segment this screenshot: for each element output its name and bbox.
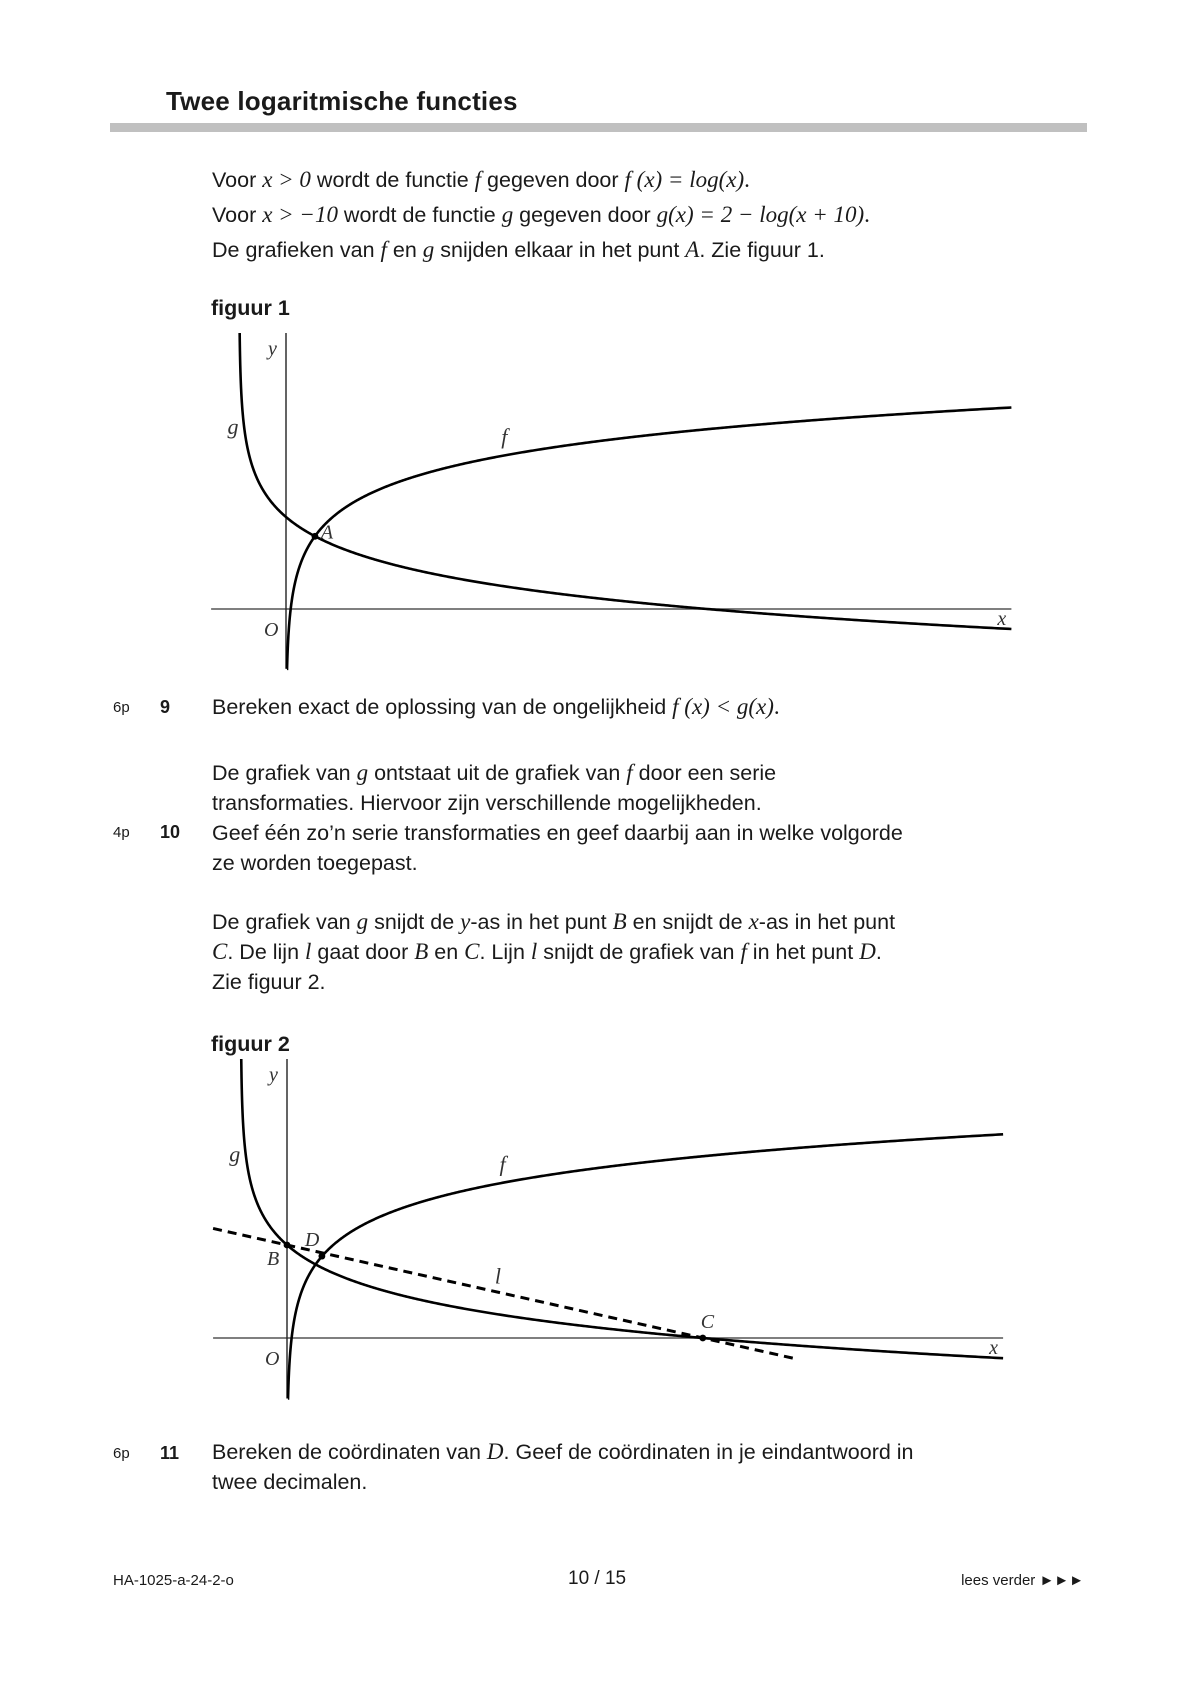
question-number-9: 9 — [160, 697, 171, 717]
text: Voor — [212, 168, 263, 192]
math: f — [740, 939, 747, 964]
para-10-line-2: transformaties. Hiervoor zijn verschillende mogelijkheden. — [212, 791, 762, 815]
y-axis-label: y — [269, 1064, 278, 1086]
text: en — [428, 940, 465, 964]
text: snijden elkaar in het punt — [434, 238, 686, 262]
text: -as in het punt — [758, 910, 896, 934]
point-C — [699, 1335, 706, 1342]
point-B — [284, 1242, 291, 1249]
text: in het punt — [746, 940, 860, 964]
question-number-10: 10 — [160, 822, 181, 842]
math: x — [748, 909, 759, 934]
origin-label: O — [264, 619, 279, 641]
formula-inequality: f (x) < g(x) — [672, 694, 774, 719]
para-11-line-2 — [212, 937, 882, 967]
text: snijdt de grafiek van — [537, 940, 741, 964]
text: gegeven door — [481, 168, 625, 192]
question-number-11: 11 — [160, 1443, 180, 1463]
y-axis-label: y — [268, 338, 277, 360]
footer-page-number: 10 / 15 — [568, 1568, 627, 1589]
series-label-l: l — [494, 1263, 502, 1289]
series-label-g: g — [227, 414, 239, 440]
x-axis-label: x — [997, 608, 1007, 630]
math: g — [422, 237, 435, 262]
text: . Geef de coördinaten in je eindantwoord in — [503, 1440, 914, 1464]
series-g-line — [241, 1059, 1003, 1358]
math: A — [685, 237, 700, 262]
math: C — [464, 939, 480, 964]
question-11-line-2: twee decimalen. — [212, 1470, 368, 1494]
text: en snijdt de — [626, 910, 749, 934]
question-10-line-2: ze worden toegepast. — [212, 851, 418, 875]
para-11-line-3: Zie figuur 2. — [212, 970, 326, 994]
formula-f: f (x) = log(x) — [624, 167, 745, 192]
math: D — [859, 939, 876, 964]
figure-1-graph — [0, 0, 1191, 700]
point-D — [318, 1253, 325, 1260]
origin-label: O — [265, 1348, 280, 1370]
points-q11: 6p — [113, 1445, 130, 1462]
series-f-line — [288, 1134, 1003, 1398]
figure-2-graph — [0, 1000, 1191, 1440]
footer-continue: lees verder ►►► — [961, 1572, 1084, 1589]
para-11-line-1 — [212, 907, 895, 937]
math: D — [486, 1439, 504, 1464]
math: g — [501, 202, 514, 227]
math: B — [414, 939, 429, 964]
figure-2-label: figuur 2 — [211, 1032, 290, 1056]
math: f — [474, 167, 482, 192]
series-f-line — [287, 407, 1011, 668]
formula-g: g(x) = 2 − log(x + 10) — [656, 202, 865, 227]
text: gegeven door — [513, 203, 657, 227]
math: f — [380, 237, 387, 262]
math: g — [356, 909, 369, 934]
math: B — [612, 909, 627, 934]
text: . — [875, 940, 882, 964]
text: -as in het punt — [470, 910, 613, 934]
series-label-f: f — [499, 1151, 506, 1177]
point-label-D: D — [304, 1229, 320, 1252]
text: gaat door — [311, 940, 415, 964]
text: . Lijn — [479, 940, 531, 964]
series-g-line — [240, 333, 1012, 629]
math: g — [356, 760, 369, 785]
point-label-C: C — [700, 1311, 715, 1333]
math: x > 0 — [262, 167, 311, 192]
text: De grafiek van — [212, 761, 357, 785]
text: . — [864, 202, 870, 227]
text: Bereken de coördinaten van — [212, 1440, 487, 1464]
question-9-text — [212, 692, 780, 722]
figure-1-label: figuur 1 — [211, 296, 290, 320]
math: f — [626, 760, 633, 785]
series-label-f: f — [501, 424, 508, 450]
text: . — [773, 694, 780, 719]
text: . Zie figuur 1. — [699, 238, 825, 262]
math: C — [212, 939, 228, 964]
text: . De lijn — [227, 940, 306, 964]
text: en — [386, 238, 423, 262]
text: De grafiek van — [212, 910, 357, 934]
page-title: Twee logaritmische functies — [166, 86, 518, 116]
math: l — [530, 939, 538, 964]
point-label-B: B — [267, 1248, 280, 1270]
text: door een serie — [632, 761, 777, 785]
text: Voor — [212, 203, 263, 227]
points-q10: 4p — [113, 824, 130, 841]
text: snijdt de — [368, 910, 461, 934]
text: ontstaat uit de grafiek van — [368, 761, 627, 785]
point-A — [312, 533, 319, 540]
footer-exam-code: HA-1025-a-24-2-o — [113, 1572, 234, 1589]
text: De grafieken van — [212, 238, 381, 262]
points-q9: 6p — [113, 699, 130, 716]
question-11-line-1 — [212, 1437, 914, 1467]
x-axis-label: x — [989, 1337, 998, 1359]
math: x > −10 — [262, 202, 338, 227]
question-10-line-1: Geef één zo’n serie transformaties en geef daarbij aan in welke volgorde — [212, 821, 903, 845]
text: Bereken exact de oplossing van de ongelijkheid — [212, 695, 673, 719]
math: l — [305, 939, 312, 964]
para-10-line-1 — [212, 758, 776, 788]
text: wordt de functie — [337, 203, 502, 227]
math: y — [460, 909, 471, 934]
text: wordt de functie — [310, 168, 475, 192]
text: . — [744, 167, 750, 192]
series-label-g: g — [229, 1141, 241, 1167]
point-label-A: A — [320, 521, 334, 544]
